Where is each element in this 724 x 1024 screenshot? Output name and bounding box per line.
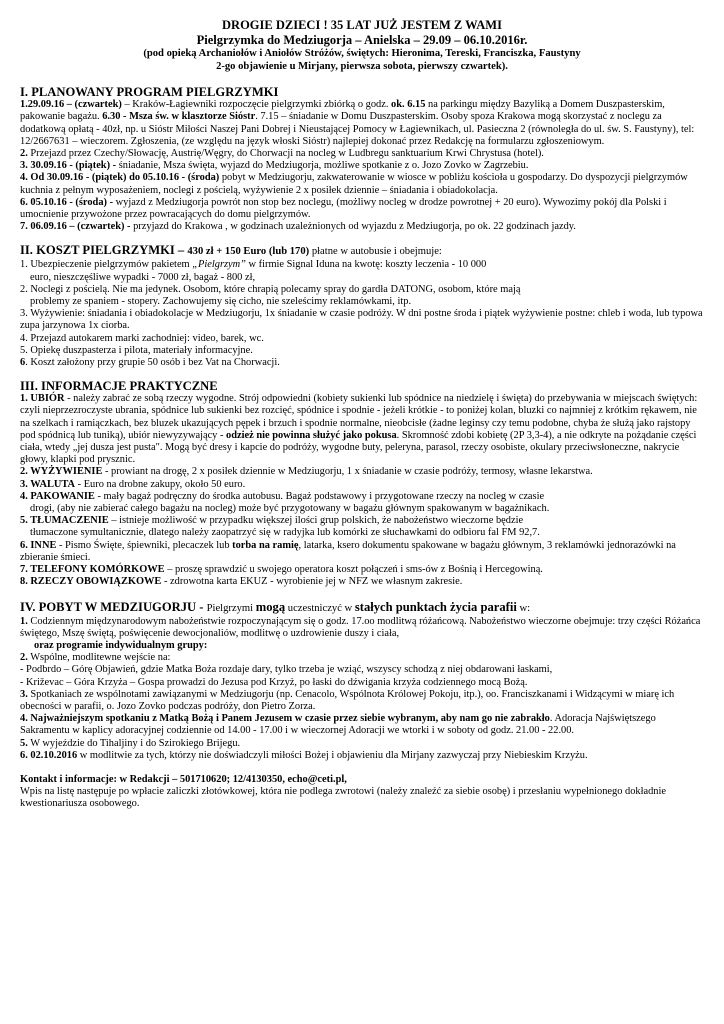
contact-block (20, 774, 704, 811)
stay-item-5: 5. W wyjeździe do Tihaljiny i do Szirokiego Brijegu. (20, 737, 241, 749)
section-stay-title: IV. POBYT W MEDZIUGORJU - Pielgrzymi mogą uczestniczyć w stałych punktach życia parafii w: (20, 599, 531, 614)
stay-item-6: 6. 02.10.2016 w modlitwie za tych, którzy nie doświadczyli miłości Bożej i objawieniu dla Mirjany zazwyczaj przy Niebieskim Krzyżu. (20, 749, 588, 761)
document-header (20, 18, 704, 73)
contact-text: Wpis na listę następuje po wpłacie zaliczki złotówkowej, która nie podlega zwrotowi (należy znaleźć za siebie osobę) i przesłaniu wypełnionego dokładnie kwestionariusza osobowego. (20, 786, 667, 810)
program-item-1: 1.29.09.16 – (czwartek) – Kraków-Łagiewniki rozpoczęcie pielgrzymki zbiórką o godz. ok. 6.15 na parkingu między Bazyliką a Domem Duszpasterskim, pakowanie bagażu. 6.30 - Msza św. w klasztorze Sióstr. 7.15 – śniadanie w Domu Duszpasterskim. Osoby spoza Krakowa mogą skorzystać z noclegu za dodatkową opłatą - 40zł, np. u Sióstr Miłości Naszej Pani Dobrej i Nieustającej Pomocy w Łagiewnikach, ul. Pasieczna 2 (równoległa do ul. św. S. Faustyny), tel: 12/2667631 – wieczorem. Zgłoszenia, (ze względu na język włoski Sióstr) najlepiej dokonać przez Redakcję na formularzu zgłoszeniowym. (20, 99, 695, 147)
practical-item-currency: 3. WALUTA - Euro na drobne zakupy, około 50 euro. (20, 478, 246, 490)
practical-item-packing: 4. PAKOWANIE - mały bagaż podręczny do środka autobusu. Bagaż podstawowy i przygotowane rzeczy na nocleg w czasie (20, 490, 545, 502)
practical-item-other: 6. INNE - Pismo Święte, śpiewniki, plecaczek lub torba na ramię, latarka, ksero dokumentu spakowane w bagażu głównym, 3 reklamówki jednorazówki na zbieranie śmieci. (20, 539, 676, 563)
practical-item-food: 2. WYŻYWIENIE - prowiant na drogę, 2 x posiłek dziennie w Medziugorju, 1 x śniadanie w czasie podróży, termosy, własne lekarstwa. (20, 466, 593, 478)
section-program-title: I. PLANOWANY PROGRAM PIELGRZYMKI (20, 85, 279, 100)
cost-item-1-cont: euro, nieszczęśliwe wypadki - 7000 zł, bagaż - 800 zł, (30, 271, 256, 283)
header-greeting: DROGIE DZIECI ! 35 LAT JUŻ JESTEM Z WAMI (222, 18, 502, 32)
cost-item-2: 2. Noclegi z pościelą. Nie ma jedynek. Osobom, które chrapią polecamy spray do gardła DATONG, osobom, które mają (20, 283, 521, 295)
cost-item-4: 4. Przejazd autokarem marki zachodniej: video, barek, wc. (20, 332, 264, 344)
stay-item-1: 1. Codziennym międzynarodowym nabożeństwie rozpoczynającym się o godz. 17.oo modlitwą różańcową. Nabożeństwo wieczorne obejmuje: trzy części Różańca świętego, Mszę świętą, poświęcenie dewocjonaliów, modlitwę o uzdrowienie duszy i ciała, (20, 615, 701, 639)
cost-item-1: 1. Ubezpieczenie pielgrzymów pakietem „Pielgrzym” w firmie Signal Iduna na kwotę: koszty leczenia - 10 000 (20, 259, 487, 271)
contact-title: Kontakt i informacje: w Redakcji – 501710620; 12/4130350, echo@ceti.pl, (20, 773, 347, 785)
stay-item-2-podbrdo: - Podbrdo – Górę Objawień, gdzie Matka Boża rozdaje dary, tylko trzeba je wziąć, wszyscy schodzą z niej obdarowani łaskami, (20, 664, 553, 676)
stay-item-2-krizevac: - Križevac – Góra Krzyża – Gospa prowadzi do Jezusa pod Krzyż, po łaski do dźwigania krzyża codziennego mocą Bożą. (20, 676, 528, 688)
section-cost-title: II. KOSZT PIELGRZYMKI – 430 zł + 150 Euro (lub 170) płatne w autobusie i obejmuje: (20, 243, 442, 258)
stay-item-3: 3. Spotkaniach ze wspólnotami zawiązanymi w Medziugorju (np. Cenacolo, Wspólnota Królowej Pokoju, itp.), oo. Franciszkanami i Widzącymi w miarę ich obecności w parafii, o. Jozo Zovko podczas podróży, don Pietro Zorza. (20, 688, 675, 712)
practical-item-clothing: 1. UBIÓR - należy zabrać ze sobą rzeczy wygodne. Strój odpowiedni (kobiety sukienki lub spódnice na niedzielę i święta) do przebywania w miejscach świętych: czyli nieprzezroczyste ubrania, spódnice lub sukienki bez rozcięć, spódnice i spodnie - jeżeli krótkie - to poniżej kolan, bluzki co najmniej z krótkim rękawem, nie na szelkach i ramiączkach, bez bluzek ukazujących pępek i brzuch i spodnie normalne, nieobcisłe (żadne leginsy czy temu podobne, chyba że służą jako rajstopy pod spódnicą lub tuniką), ubiór niewyzywający - odzież nie powinna służyć jako pokusa. Skromność zdobi kobietę (2P 3,3-4), a nie odkryte na pożądanie części ciała, wtedy „jej dusza jest pusta". Mogą być dresy i kapcie do podróży, wygodne buty, peleryna, parasol, rzeczy osobiste, okulary przeciwsłoneczne, nakrycie głowy, klapki pod prysznic. (20, 393, 698, 466)
practical-item-packing-cont: drogi, (aby nie zabierać całego bagażu na nocleg) może być przygotowany w bagażu głównym spakowanym w bagażnikach. (30, 503, 550, 515)
practical-item-translation: 5. TŁUMACZENIE – istnieje możliwość w przypadku większej ilości grup polskich, że nabożeństwo wieczorne będzie (20, 515, 524, 527)
program-item-2: 2. Przejazd przez Czechy/Słowację, Austrię/Węgry, do Chorwacji na nocleg w Ludbregu sanktuarium Krwi Chrystusa (hotel). (20, 148, 544, 159)
cost-amount: 430 zł + 150 Euro (lub 170) (187, 246, 310, 258)
section-practical-title: III. INFORMACJE PRAKTYCZNE (20, 379, 218, 394)
stay-item-4: 4. Najważniejszym spotkaniu z Matką Bożą i Panem Jezusem w czasie przez siebie wybranym, aby nam go nie zabrakło. Adoracja Najświętszego Sakramentu w kaplicy adoracyjnej codziennie od 14.00 - 17.00 i w wieczornej Adoracji we wtorki i w soboty od godz. 21.00 - 22.00. (20, 713, 656, 737)
stay-item-2: 2. Wspólne, modlitewne wejście na: (20, 652, 171, 664)
practical-item-phones: 7. TELEFONY KOMÓRKOWE – proszę sprawdzić u swojego operatora koszt połączeń i sms-ów z Bośnią i Hercegowiną. (20, 564, 543, 576)
practical-item-mandatory: 8. RZECZY OBOWIĄZKOWE - zdrowotna karta EKUZ - wyrobienie jej w NFZ we własnym zakresie. (20, 576, 463, 588)
cost-item-5: 5. Opiekę duszpasterza i pilota, materiały informacyjne. (20, 344, 253, 356)
program-item-6: 6. 05.10.16 - (środa) - wyjazd z Medziugorja powrót non stop bez noclegu, (możliwy nocleg w drodze powrotnej + 20 euro). Wywozimy pokój dla Polski i umocnienie przywożone przez powracających do domu pielgrzymów. (20, 196, 667, 221)
cost-item-3: 3. Wyżywienie: śniadania i obiadokolacje w Medziugorju, 1x śniadanie w czasie podróży. W dni postne środa i piątek wyżywienie postne: chleb i woda, lub typowa zupa jarzynowa 1x ciorba. (20, 308, 703, 332)
header-patrons-cont: 2-go objawienie u Mirjany, pierwsza sobota, pierwszy czwartek). (216, 60, 508, 72)
program-item-7: 7. 06.09.16 – (czwartek) - przyjazd do Krakowa , w godzinach uzależnionych od wyjazdu z Medziugorja, po ok. 22 godzinach jazdy. (20, 221, 576, 233)
header-patrons: (pod opieką Archaniołów i Aniołów Stróżów, świętych: Hieronima, Tereski, Franciszka, Faustyny (143, 48, 581, 59)
program-item-3: 3. 30.09.16 - (piątek) - śniadanie, Msza święta, wyjazd do Medziugorja, możliwe spotkanie z o. Jozo Zovko w Zagrzebiu. (20, 160, 529, 172)
header-title: Pielgrzymka do Medziugorja – Anielska – 29.09 – 06.10.2016r. (196, 33, 528, 47)
cost-item-2-cont: problemy ze spaniem - stopery. Zachowujemy się cicho, nie szeleścimy reklamówkami, itp. (30, 296, 412, 308)
program-item-4: 4. Od 30.09.16 - (piątek) do 05.10.16 - (środa) pobyt w Medziugorju, zakwaterowanie w wiosce w pobliżu kościoła u gospodarzy. Do dyspozycji pielgrzymów kuchnia z pełnym wyposażeniem, noclegi z pościelą, wyżywienie 2 x posiłek dziennie – śniadania i obiadokolacja. (20, 172, 688, 196)
practical-item-translation-cont: tłumaczone symultanicznie, dlatego należy zaopatrzyć się w radyjka lub komórki ze słuchawkami do odbioru fal FM 92,7. (30, 527, 540, 539)
cost-item-6: 6. Koszt założony przy grupie 50 osób i bez Vat na Chorwacji. (20, 357, 280, 369)
stay-item-1-program: oraz programie indywidualnym grupy: (34, 639, 208, 651)
